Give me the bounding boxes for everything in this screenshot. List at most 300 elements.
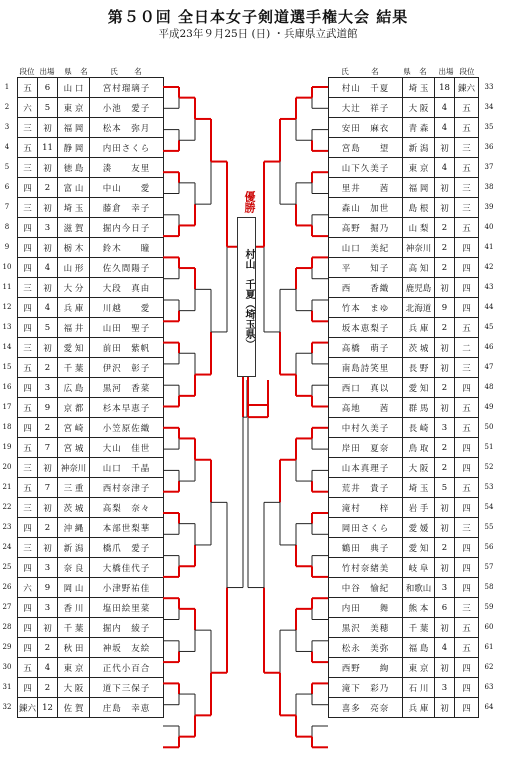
- player-name: 松永 美弥: [329, 638, 403, 658]
- player-name: 藤倉 幸子: [90, 198, 164, 218]
- seed-number: 13: [2, 323, 12, 331]
- seed-number: 26: [2, 583, 12, 591]
- player-appearances: 初: [435, 338, 455, 358]
- player-name: 橋爪 愛子: [90, 538, 164, 558]
- player-name: 小池 愛子: [90, 98, 164, 118]
- player-prefecture: 大 阪: [403, 98, 435, 118]
- player-dan: 四: [18, 298, 38, 318]
- player-dan: 五: [455, 618, 479, 638]
- player-appearances: 9: [435, 298, 455, 318]
- player-name: 岡田さくら: [329, 518, 403, 538]
- player-dan: 四: [18, 378, 38, 398]
- player-dan: 四: [455, 658, 479, 678]
- player-dan: 五: [18, 78, 38, 98]
- header-pref2: 名: [80, 67, 88, 76]
- seed-number: 9: [4, 243, 10, 251]
- player-name: 内田 舞: [329, 598, 403, 618]
- player-prefecture: 愛 知: [403, 538, 435, 558]
- seed-number: 47: [484, 363, 494, 371]
- player-appearances: 初: [435, 398, 455, 418]
- player-prefecture: 石 川: [403, 678, 435, 698]
- seed-number: 24: [2, 543, 12, 551]
- seed-number: 55: [484, 523, 494, 531]
- player-prefecture: 東 京: [403, 658, 435, 678]
- player-dan: 三: [455, 518, 479, 538]
- seed-number: 7: [4, 203, 10, 211]
- champion-name: 村山 千夏（埼玉県）: [237, 217, 256, 377]
- player-prefecture: 千 葉: [58, 618, 90, 638]
- seed-number: 4: [4, 143, 10, 151]
- player-dan: 五: [18, 438, 38, 458]
- player-prefecture: 千 葉: [58, 358, 90, 378]
- player-prefecture: 福 岡: [58, 118, 90, 138]
- player-appearances: 4: [435, 98, 455, 118]
- player-name: 荒井 貴子: [329, 478, 403, 498]
- player-dan: 四: [18, 258, 38, 278]
- player-dan: 四: [18, 638, 38, 658]
- player-prefecture: 愛 知: [403, 378, 435, 398]
- player-dan: 三: [18, 278, 38, 298]
- seed-number: 6: [4, 183, 10, 191]
- player-name: 喜多 亮奈: [329, 698, 403, 718]
- player-name: 中谷 愉紀: [329, 578, 403, 598]
- player-prefecture: 三 重: [58, 478, 90, 498]
- player-appearances: 4: [435, 118, 455, 138]
- player-name: 高野 掘乃: [329, 218, 403, 238]
- player-name: 南島詩笑里: [329, 358, 403, 378]
- seed-number: 50: [484, 423, 494, 431]
- player-prefecture: 兵 庫: [403, 698, 435, 718]
- player-name: 大山 佳世: [90, 438, 164, 458]
- player-appearances: 初: [38, 118, 58, 138]
- player-name: 安田 麻衣: [329, 118, 403, 138]
- player-appearances: 9: [38, 578, 58, 598]
- seed-number: 39: [484, 203, 494, 211]
- player-prefecture: 滋 賀: [58, 218, 90, 238]
- seed-number: 2: [4, 103, 10, 111]
- player-appearances: 2: [435, 258, 455, 278]
- seed-number: 16: [2, 383, 12, 391]
- player-prefecture: 新 潟: [58, 538, 90, 558]
- player-dan: 四: [18, 178, 38, 198]
- player-prefecture: 大 阪: [58, 678, 90, 698]
- player-prefecture: 京 都: [58, 398, 90, 418]
- player-prefecture: 山 口: [58, 78, 90, 98]
- player-name: 湊 友里: [90, 158, 164, 178]
- player-prefecture: 大 分: [58, 278, 90, 298]
- seed-number: 3: [4, 123, 10, 131]
- player-appearances: 2: [38, 358, 58, 378]
- player-dan: 三: [18, 198, 38, 218]
- header-dan: 段位: [19, 67, 35, 76]
- player-name: 村山 千夏: [329, 78, 403, 98]
- seed-number: 20: [2, 463, 12, 471]
- player-dan: 五: [18, 398, 38, 418]
- seed-number: 31: [2, 683, 12, 691]
- seed-number: 21: [2, 483, 12, 491]
- seed-number: 12: [2, 303, 12, 311]
- player-name: 川越 愛: [90, 298, 164, 318]
- player-dan: 三: [18, 158, 38, 178]
- page-subtitle: 平成23年９月25日 (日) ・兵庫県立武道館: [158, 28, 358, 40]
- player-dan: 四: [455, 558, 479, 578]
- player-dan: 四: [18, 518, 38, 538]
- seed-number: 46: [484, 343, 494, 351]
- player-appearances: 2: [38, 418, 58, 438]
- player-dan: 四: [455, 538, 479, 558]
- seed-number: 32: [2, 703, 12, 711]
- player-prefecture: 大 阪: [403, 458, 435, 478]
- seed-number: 49: [484, 403, 494, 411]
- player-name: 中山 愛: [90, 178, 164, 198]
- seed-number: 59: [484, 603, 494, 611]
- player-appearances: 11: [38, 138, 58, 158]
- player-appearances: 初: [38, 238, 58, 258]
- player-dan: 四: [455, 578, 479, 598]
- player-appearances: 4: [38, 258, 58, 278]
- player-name: 大段 真由: [90, 278, 164, 298]
- player-prefecture: 神奈川: [58, 458, 90, 478]
- header-appear: 出場: [39, 67, 55, 76]
- player-prefecture: 埼 玉: [403, 78, 435, 98]
- seed-number: 58: [484, 583, 494, 591]
- player-dan: 三: [455, 138, 479, 158]
- player-prefecture: 岐 阜: [403, 558, 435, 578]
- page-title: 第５０回 全日本女子剣道選手権大会 結果: [107, 8, 409, 26]
- player-dan: 四: [455, 378, 479, 398]
- player-name: 森山 加世: [329, 198, 403, 218]
- player-prefecture: 埼 玉: [58, 198, 90, 218]
- player-appearances: 初: [435, 358, 455, 378]
- seed-number: 35: [484, 123, 494, 131]
- player-name: 鶴田 典子: [329, 538, 403, 558]
- player-prefecture: 宮 崎: [58, 418, 90, 438]
- player-name: 道下三保子: [90, 678, 164, 698]
- player-appearances: 2: [435, 378, 455, 398]
- player-appearances: 初: [435, 618, 455, 638]
- player-prefecture: 神奈川: [403, 238, 435, 258]
- player-dan: 三: [455, 598, 479, 618]
- player-prefecture: 岡 山: [58, 578, 90, 598]
- header-pref2: 名: [419, 67, 427, 76]
- player-appearances: 初: [435, 518, 455, 538]
- player-appearances: 初: [38, 278, 58, 298]
- player-name: 大辻 祥子: [329, 98, 403, 118]
- player-name: 滝下 彩乃: [329, 678, 403, 698]
- player-prefecture: 埼 玉: [403, 478, 435, 498]
- seed-number: 29: [2, 643, 12, 651]
- player-prefecture: 富 山: [58, 178, 90, 198]
- player-name: 高地 茜: [329, 398, 403, 418]
- header-name2: 名: [371, 67, 379, 76]
- player-prefecture: 茨 城: [58, 498, 90, 518]
- player-dan: 四: [18, 418, 38, 438]
- player-appearances: 4: [38, 298, 58, 318]
- player-dan: 四: [455, 258, 479, 278]
- player-dan: 六: [18, 578, 38, 598]
- player-prefecture: 青 森: [403, 118, 435, 138]
- player-name: 西 香織: [329, 278, 403, 298]
- player-dan: 三: [455, 358, 479, 378]
- player-prefecture: 兵 庫: [403, 318, 435, 338]
- player-name: 佐久間陽子: [90, 258, 164, 278]
- player-prefecture: 静 岡: [58, 138, 90, 158]
- player-dan: 三: [18, 338, 38, 358]
- player-name: 掘内今日子: [90, 218, 164, 238]
- player-prefecture: 北海道: [403, 298, 435, 318]
- player-name: 本部世梨華: [90, 518, 164, 538]
- header-name: 氏: [110, 67, 118, 76]
- player-dan: 五: [455, 418, 479, 438]
- seed-number: 15: [2, 363, 12, 371]
- seed-number: 34: [484, 103, 494, 111]
- player-prefecture: 山 形: [58, 258, 90, 278]
- player-dan: 三: [455, 178, 479, 198]
- player-appearances: 3: [435, 678, 455, 698]
- player-name: 松本 弥月: [90, 118, 164, 138]
- player-appearances: 初: [435, 498, 455, 518]
- player-appearances: 6: [38, 78, 58, 98]
- player-dan: 五: [455, 118, 479, 138]
- player-dan: 四: [18, 318, 38, 338]
- player-name: 山口 美紀: [329, 238, 403, 258]
- player-prefecture: 栃 木: [58, 238, 90, 258]
- seed-number: 22: [2, 503, 12, 511]
- seed-number: 43: [484, 283, 494, 291]
- seed-number: 17: [2, 403, 12, 411]
- player-prefecture: 茨 城: [403, 338, 435, 358]
- seed-number: 57: [484, 563, 494, 571]
- player-name: 坂本恵梨子: [329, 318, 403, 338]
- seed-number: 18: [2, 423, 12, 431]
- player-appearances: 初: [38, 338, 58, 358]
- player-dan: 四: [18, 218, 38, 238]
- seed-number: 38: [484, 183, 494, 191]
- player-appearances: 初: [38, 538, 58, 558]
- player-appearances: 初: [435, 138, 455, 158]
- player-prefecture: 広 島: [58, 378, 90, 398]
- header-dan: 段位: [459, 67, 475, 76]
- player-prefecture: 奈 良: [58, 558, 90, 578]
- header-pref: 県: [403, 67, 411, 76]
- player-prefecture: 島 根: [403, 198, 435, 218]
- player-appearances: 初: [38, 458, 58, 478]
- player-prefecture: 千 葉: [403, 618, 435, 638]
- seed-number: 10: [2, 263, 12, 271]
- player-name: 黒沢 美穂: [329, 618, 403, 638]
- player-appearances: 2: [38, 178, 58, 198]
- player-appearances: 2: [435, 458, 455, 478]
- player-dan: 四: [455, 278, 479, 298]
- player-dan: 四: [18, 558, 38, 578]
- seed-number: 28: [2, 623, 12, 631]
- seed-number: 25: [2, 563, 12, 571]
- seed-number: 42: [484, 263, 494, 271]
- player-prefecture: 長 崎: [403, 418, 435, 438]
- player-dan: 五: [455, 98, 479, 118]
- seed-number: 54: [484, 503, 494, 511]
- player-dan: 錬六: [455, 78, 479, 98]
- player-name: 掘内 綾子: [90, 618, 164, 638]
- seed-number: 64: [484, 703, 494, 711]
- player-name: 滝村 梓: [329, 498, 403, 518]
- player-appearances: 2: [38, 638, 58, 658]
- seed-number: 19: [2, 443, 12, 451]
- player-name: 西野 絢: [329, 658, 403, 678]
- player-prefecture: 愛 知: [58, 338, 90, 358]
- player-name: 前田 紫帆: [90, 338, 164, 358]
- player-appearances: 初: [38, 618, 58, 638]
- seed-number: 36: [484, 143, 494, 151]
- player-appearances: 初: [435, 698, 455, 718]
- player-prefecture: 東 京: [58, 98, 90, 118]
- seed-number: 53: [484, 483, 494, 491]
- player-dan: 五: [18, 138, 38, 158]
- seed-number: 27: [2, 603, 12, 611]
- player-dan: 四: [455, 678, 479, 698]
- player-prefecture: 愛 媛: [403, 518, 435, 538]
- player-appearances: 9: [38, 398, 58, 418]
- player-name: 中村久美子: [329, 418, 403, 438]
- player-name: 正代小百合: [90, 658, 164, 678]
- player-name: 山田 聖子: [90, 318, 164, 338]
- player-name: 岸田 夏奈: [329, 438, 403, 458]
- player-dan: 五: [455, 318, 479, 338]
- player-name: 庄島 幸恵: [90, 698, 164, 718]
- player-dan: 二: [455, 338, 479, 358]
- seed-number: 44: [484, 303, 494, 311]
- player-name: 小笠原佐織: [90, 418, 164, 438]
- player-appearances: 初: [38, 198, 58, 218]
- player-prefecture: 福 島: [403, 638, 435, 658]
- player-dan: 四: [18, 678, 38, 698]
- player-appearances: 6: [435, 598, 455, 618]
- player-appearances: 初: [38, 158, 58, 178]
- player-dan: 四: [455, 498, 479, 518]
- seed-number: 14: [2, 343, 12, 351]
- player-prefecture: 秋 田: [58, 638, 90, 658]
- seed-number: 33: [484, 83, 494, 91]
- player-prefecture: 鳥 取: [403, 438, 435, 458]
- player-dan: 四: [18, 618, 38, 638]
- player-dan: 五: [18, 478, 38, 498]
- player-appearances: 3: [435, 578, 455, 598]
- player-appearances: 18: [435, 78, 455, 98]
- player-name: 山本真理子: [329, 458, 403, 478]
- player-dan: 三: [18, 118, 38, 138]
- seed-number: 60: [484, 623, 494, 631]
- player-dan: 四: [455, 698, 479, 718]
- player-appearances: 3: [38, 218, 58, 238]
- player-prefecture: 鹿児島: [403, 278, 435, 298]
- player-appearances: 5: [435, 478, 455, 498]
- player-appearances: 2: [435, 218, 455, 238]
- player-name: 竹村奈緒美: [329, 558, 403, 578]
- player-name: 竹本 まゆ: [329, 298, 403, 318]
- player-prefecture: 東 京: [58, 658, 90, 678]
- player-appearances: 初: [435, 658, 455, 678]
- player-dan: 四: [455, 298, 479, 318]
- player-prefecture: 香 川: [58, 598, 90, 618]
- player-appearances: 2: [435, 438, 455, 458]
- player-prefecture: 東 京: [403, 158, 435, 178]
- player-name: 伊沢 彰子: [90, 358, 164, 378]
- player-prefecture: 福 岡: [403, 178, 435, 198]
- player-dan: 三: [18, 498, 38, 518]
- seed-number: 52: [484, 463, 494, 471]
- player-appearances: 2: [38, 678, 58, 698]
- seed-number: 41: [484, 243, 494, 251]
- player-name: 西口 真以: [329, 378, 403, 398]
- player-name: 高梨 奈々: [90, 498, 164, 518]
- player-prefecture: 高 知: [403, 258, 435, 278]
- player-name: 内田さくら: [90, 138, 164, 158]
- seed-number: 51: [484, 443, 494, 451]
- player-name: 高橋 萌子: [329, 338, 403, 358]
- player-name: 塩田絵里菜: [90, 598, 164, 618]
- seed-number: 62: [484, 663, 494, 671]
- player-appearances: 2: [435, 538, 455, 558]
- seed-number: 11: [2, 283, 12, 291]
- player-dan: 五: [455, 218, 479, 238]
- player-name: 西村奈津子: [90, 478, 164, 498]
- player-appearances: 2: [435, 318, 455, 338]
- player-dan: 四: [455, 438, 479, 458]
- seed-number: 1: [4, 83, 10, 91]
- player-dan: 五: [18, 658, 38, 678]
- seed-number: 56: [484, 543, 494, 551]
- player-appearances: 初: [435, 558, 455, 578]
- player-name: 杉本早恵子: [90, 398, 164, 418]
- player-prefecture: 福 井: [58, 318, 90, 338]
- player-dan: 錬六: [18, 698, 38, 718]
- player-prefecture: 熊 本: [403, 598, 435, 618]
- player-name: 神坂 友絵: [90, 638, 164, 658]
- header-appear: 出場: [438, 67, 454, 76]
- player-appearances: 12: [38, 698, 58, 718]
- seed-number: 5: [4, 163, 10, 171]
- player-appearances: 7: [38, 478, 58, 498]
- player-appearances: 2: [435, 238, 455, 258]
- seed-number: 8: [4, 223, 10, 231]
- player-appearances: 初: [38, 498, 58, 518]
- player-dan: 六: [18, 98, 38, 118]
- player-dan: 三: [18, 538, 38, 558]
- player-prefecture: 新 潟: [403, 138, 435, 158]
- player-prefecture: 佐 賀: [58, 698, 90, 718]
- player-name: 鈴木 瞳: [90, 238, 164, 258]
- player-dan: 四: [18, 598, 38, 618]
- player-dan: 三: [455, 198, 479, 218]
- player-appearances: 3: [38, 558, 58, 578]
- player-appearances: 3: [38, 598, 58, 618]
- player-prefecture: 兵 庫: [58, 298, 90, 318]
- player-dan: 五: [455, 158, 479, 178]
- player-appearances: 7: [38, 438, 58, 458]
- player-prefecture: 長 野: [403, 358, 435, 378]
- player-dan: 四: [455, 238, 479, 258]
- player-name: 平 知子: [329, 258, 403, 278]
- seed-number: 30: [2, 663, 12, 671]
- player-appearances: 4: [38, 658, 58, 678]
- player-name: 宮島 望: [329, 138, 403, 158]
- player-dan: 四: [18, 238, 38, 258]
- player-appearances: 4: [435, 158, 455, 178]
- champion-label: 優勝: [243, 191, 256, 213]
- player-name: 小津野祐佳: [90, 578, 164, 598]
- player-prefecture: 岩 手: [403, 498, 435, 518]
- player-prefecture: 和歌山: [403, 578, 435, 598]
